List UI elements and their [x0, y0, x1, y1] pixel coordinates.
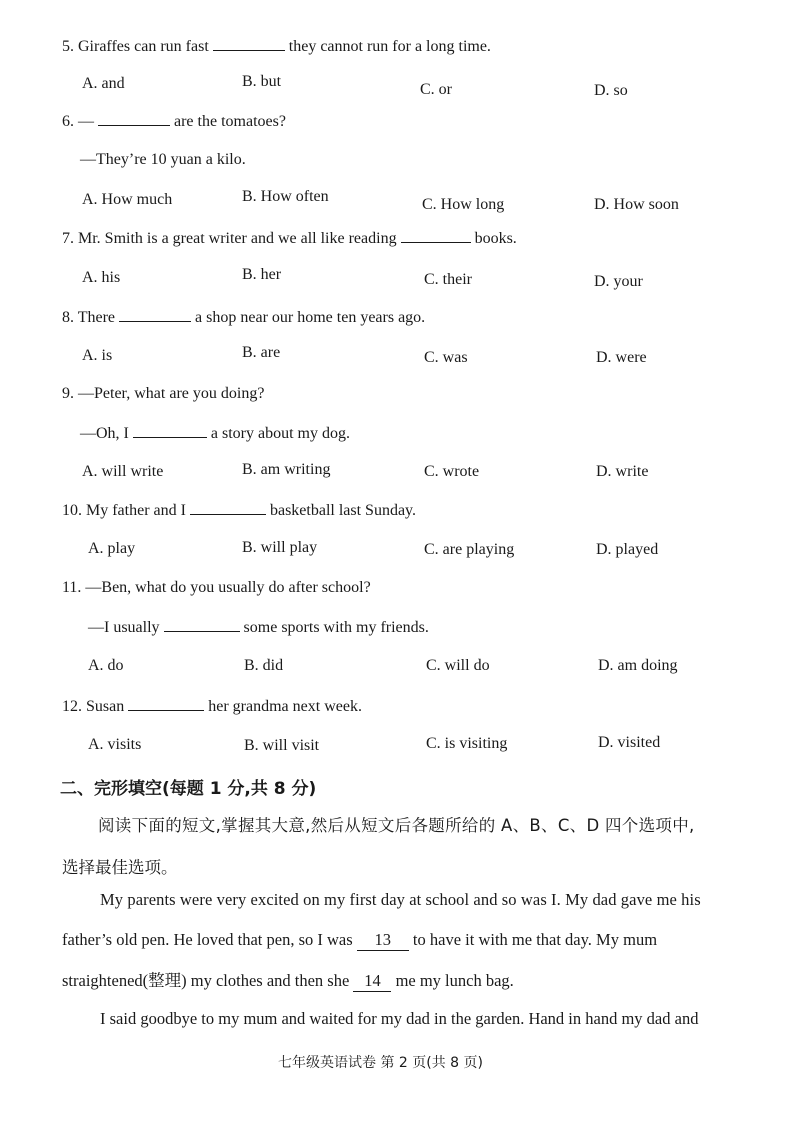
option-d: D. played	[596, 541, 659, 558]
question-number: 8.	[62, 309, 74, 326]
answer-blank	[213, 36, 285, 51]
option-a: A. visits	[88, 736, 142, 753]
option-a: A. is	[82, 347, 113, 364]
option-c: C. are playing	[424, 541, 515, 558]
option-b: B. am writing	[242, 461, 331, 478]
option-d: D. so	[594, 82, 628, 99]
section-instructions-cont: 选择最佳选项。	[62, 858, 178, 877]
question-text: —Ben, what do you usually do after school?	[85, 579, 371, 596]
passage-text: me my lunch bag.	[395, 971, 514, 990]
answer-blank	[128, 696, 204, 711]
question-text: a story about my dog.	[210, 425, 350, 442]
page-footer: 七年级英语试卷 第 2 页(共 8 页)	[278, 1055, 483, 1071]
question-text: her grandma next week.	[208, 698, 362, 715]
passage-text: straightened(整理) my clothes and then she	[62, 971, 350, 990]
option-b: B. but	[242, 73, 282, 90]
question-number: 7.	[62, 230, 74, 247]
passage-line	[62, 930, 657, 951]
passage-line: My parents were very excited on my first day at school and so was I. My dad gave me his	[100, 890, 701, 909]
passage-text: to have it with me that day. My mum	[412, 930, 658, 949]
answer-blank	[98, 111, 170, 126]
question-text: a shop near our home ten years ago.	[195, 309, 426, 326]
option-c: C. their	[424, 271, 472, 288]
question-text: My father and I	[86, 502, 186, 519]
option-c: C. How long	[422, 196, 505, 213]
option-b: B. will visit	[244, 737, 320, 754]
option-c: C. is visiting	[426, 735, 508, 752]
question-text: some sports with my friends.	[243, 619, 429, 636]
passage-line: I said goodbye to my mum and waited for my dad in the garden. Hand in hand my dad and	[100, 1009, 699, 1028]
question-6	[62, 111, 286, 131]
answer-line: —They’re 10 yuan a kilo.	[80, 151, 246, 168]
question-text: —I usually	[88, 619, 160, 636]
option-b: B. did	[244, 657, 284, 674]
option-d: D. write	[596, 463, 649, 480]
question-number: 9.	[62, 385, 74, 402]
option-a: A. do	[88, 657, 124, 674]
question-text: —	[78, 113, 94, 130]
option-c: C. will do	[426, 657, 490, 674]
question-text: Giraffes can run fast	[78, 38, 209, 55]
question-number: 10.	[62, 502, 82, 519]
option-d: D. were	[596, 349, 647, 366]
answer-blank	[164, 617, 240, 632]
option-b: B. How often	[242, 188, 329, 205]
question-9-line2	[80, 423, 350, 443]
section-heading: 二、完形填空(每题 1 分,共 8 分)	[60, 779, 317, 799]
question-9	[62, 384, 264, 403]
question-11	[62, 578, 371, 597]
question-7	[62, 228, 517, 248]
option-d: D. your	[594, 273, 643, 290]
question-text: There	[77, 309, 116, 326]
option-a: A. play	[88, 540, 136, 557]
question-10	[62, 500, 416, 520]
section-instructions: 阅读下面的短文,掌握其大意,然后从短文后各题所给的 A、B、C、D 四个选项中,	[98, 816, 695, 835]
question-5	[62, 36, 491, 56]
option-b: B. her	[242, 266, 282, 283]
question-text: books.	[474, 230, 517, 247]
question-8	[62, 307, 425, 327]
cloze-blank-13: 13	[357, 930, 409, 951]
option-c: C. was	[424, 349, 468, 366]
question-text: —Peter, what are you doing?	[78, 385, 265, 402]
answer-blank	[190, 500, 266, 515]
question-text: Susan	[86, 698, 125, 715]
option-a: A. his	[82, 269, 121, 286]
answer-blank	[133, 423, 207, 438]
question-12	[62, 696, 362, 716]
question-text: basketball last Sunday.	[269, 502, 417, 519]
question-text: —Oh, I	[80, 425, 129, 442]
option-a: A. How much	[82, 191, 173, 208]
option-c: C. wrote	[424, 463, 480, 480]
question-number: 11.	[62, 579, 82, 596]
question-number: 12.	[62, 698, 82, 715]
question-text: are the tomatoes?	[174, 113, 286, 130]
question-number: 6.	[62, 113, 74, 130]
option-d: D. am doing	[598, 657, 678, 674]
option-d: D. How soon	[594, 196, 679, 213]
option-a: A. will write	[82, 463, 164, 480]
cloze-blank-14: 14	[353, 971, 391, 992]
option-b: B. will play	[242, 539, 318, 556]
option-a: A. and	[82, 75, 125, 92]
passage-text: father’s old pen. He loved that pen, so I was	[62, 930, 353, 949]
question-number: 5.	[62, 38, 74, 55]
option-d: D. visited	[598, 734, 661, 751]
option-b: B. are	[242, 344, 281, 361]
answer-blank	[401, 228, 471, 243]
question-11-line2	[88, 617, 429, 637]
question-text: Mr. Smith is a great writer and we all like reading	[78, 230, 397, 247]
passage-line	[62, 971, 514, 992]
option-c: C. or	[420, 81, 452, 98]
question-text: they cannot run for a long time.	[288, 38, 491, 55]
answer-blank	[119, 307, 191, 322]
